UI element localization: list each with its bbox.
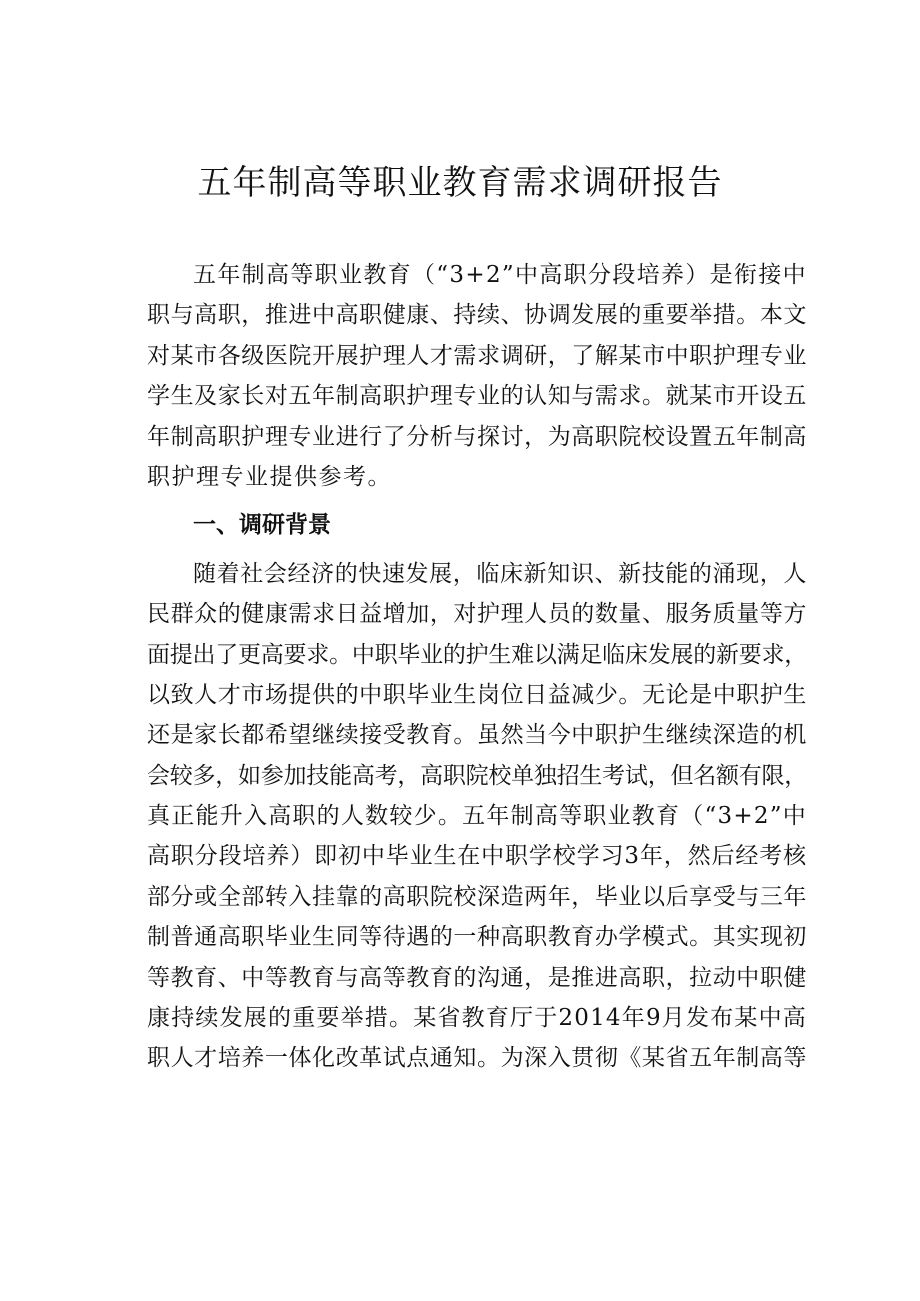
- section-text-6: 会较多，如参加技能高考，高职院校单独招生考试，但名额有限，: [147, 762, 807, 789]
- intro-text-6: 职护理专业提供参考。: [147, 463, 392, 490]
- section-line-9: [147, 877, 807, 917]
- intro-line-4: [147, 376, 807, 416]
- section-line-12: [147, 998, 807, 1038]
- section-text-3: 面提出了更高要求。中职毕业的护生难以满足临床发展的新要求，: [147, 641, 807, 668]
- section-heading-background: 一、调研背景: [193, 512, 331, 539]
- section-text-11: 等教育、中等教育与高等教育的沟通，是推进高职，拉动中职健: [147, 964, 807, 991]
- intro-line-5: [147, 417, 807, 457]
- intro-line-6: [147, 457, 807, 497]
- section-line-13: [147, 1038, 807, 1078]
- section-line-10: [147, 917, 807, 957]
- section-text-8: 高职分段培养）即初中毕业生在中职学校学习3年，然后经考核: [147, 843, 807, 870]
- section-line-11: [147, 958, 807, 998]
- section-text-1: 随着社会经济的快速发展，临床新知识、新技能的涌现，人: [193, 560, 807, 587]
- section-text-9: 部分或全部转入挂靠的高职院校深造两年，毕业以后享受与三年: [147, 883, 807, 910]
- section-line-3: [147, 635, 807, 675]
- section-line-5: [147, 715, 807, 755]
- intro-text-2: 职与高职，推进中高职健康、持续、协调发展的重要举措。本文: [147, 302, 807, 329]
- section-line-4: [147, 675, 807, 715]
- section-text-7: 真正能升入高职的人数较少。五年制高等职业教育（“3+2”中: [147, 803, 807, 830]
- intro-line-1: [147, 255, 807, 295]
- section-line-2: [147, 594, 807, 634]
- section-line-7: [147, 796, 807, 836]
- section-text-13: 职人才培养一体化改革试点通知。为深入贯彻《某省五年制高等: [147, 1045, 807, 1072]
- intro-text-3: 对某市各级医院开展护理人才需求调研，了解某市中职护理专业: [147, 342, 807, 369]
- section-line-6: [147, 756, 807, 796]
- section-line-8: [147, 836, 807, 876]
- intro-text-1: 五年制高等职业教育（“3+2”中高职分段培养）是衔接中: [193, 262, 807, 288]
- document-title: 五年制高等职业教育需求调研报告: [197, 163, 723, 203]
- intro-text-5: 年制高职护理专业进行了分析与探讨，为高职院校设置五年制高: [147, 423, 807, 450]
- document-body: [147, 255, 807, 1079]
- section-text-4: 以致人才市场提供的中职毕业生岗位日益减少。无论是中职护生: [147, 681, 807, 708]
- intro-text-4: 学生及家长对五年制高职护理专业的认知与需求。就某市开设五: [147, 383, 807, 410]
- section-text-2: 民群众的健康需求日益增加，对护理人员的数量、服务质量等方: [147, 601, 807, 628]
- section-text-5: 还是家长都希望继续接受教育。虽然当今中职护生继续深造的机: [147, 722, 807, 749]
- intro-line-2: [147, 295, 807, 335]
- section-text-10: 制普通高职毕业生同等待遇的一种高职教育办学模式。其实现初: [147, 924, 807, 951]
- section-line-1: [147, 554, 807, 594]
- section-text-12: 康持续发展的重要举措。某省教育厅于2014年9月发布某中高: [147, 1005, 807, 1032]
- intro-line-3: [147, 336, 807, 376]
